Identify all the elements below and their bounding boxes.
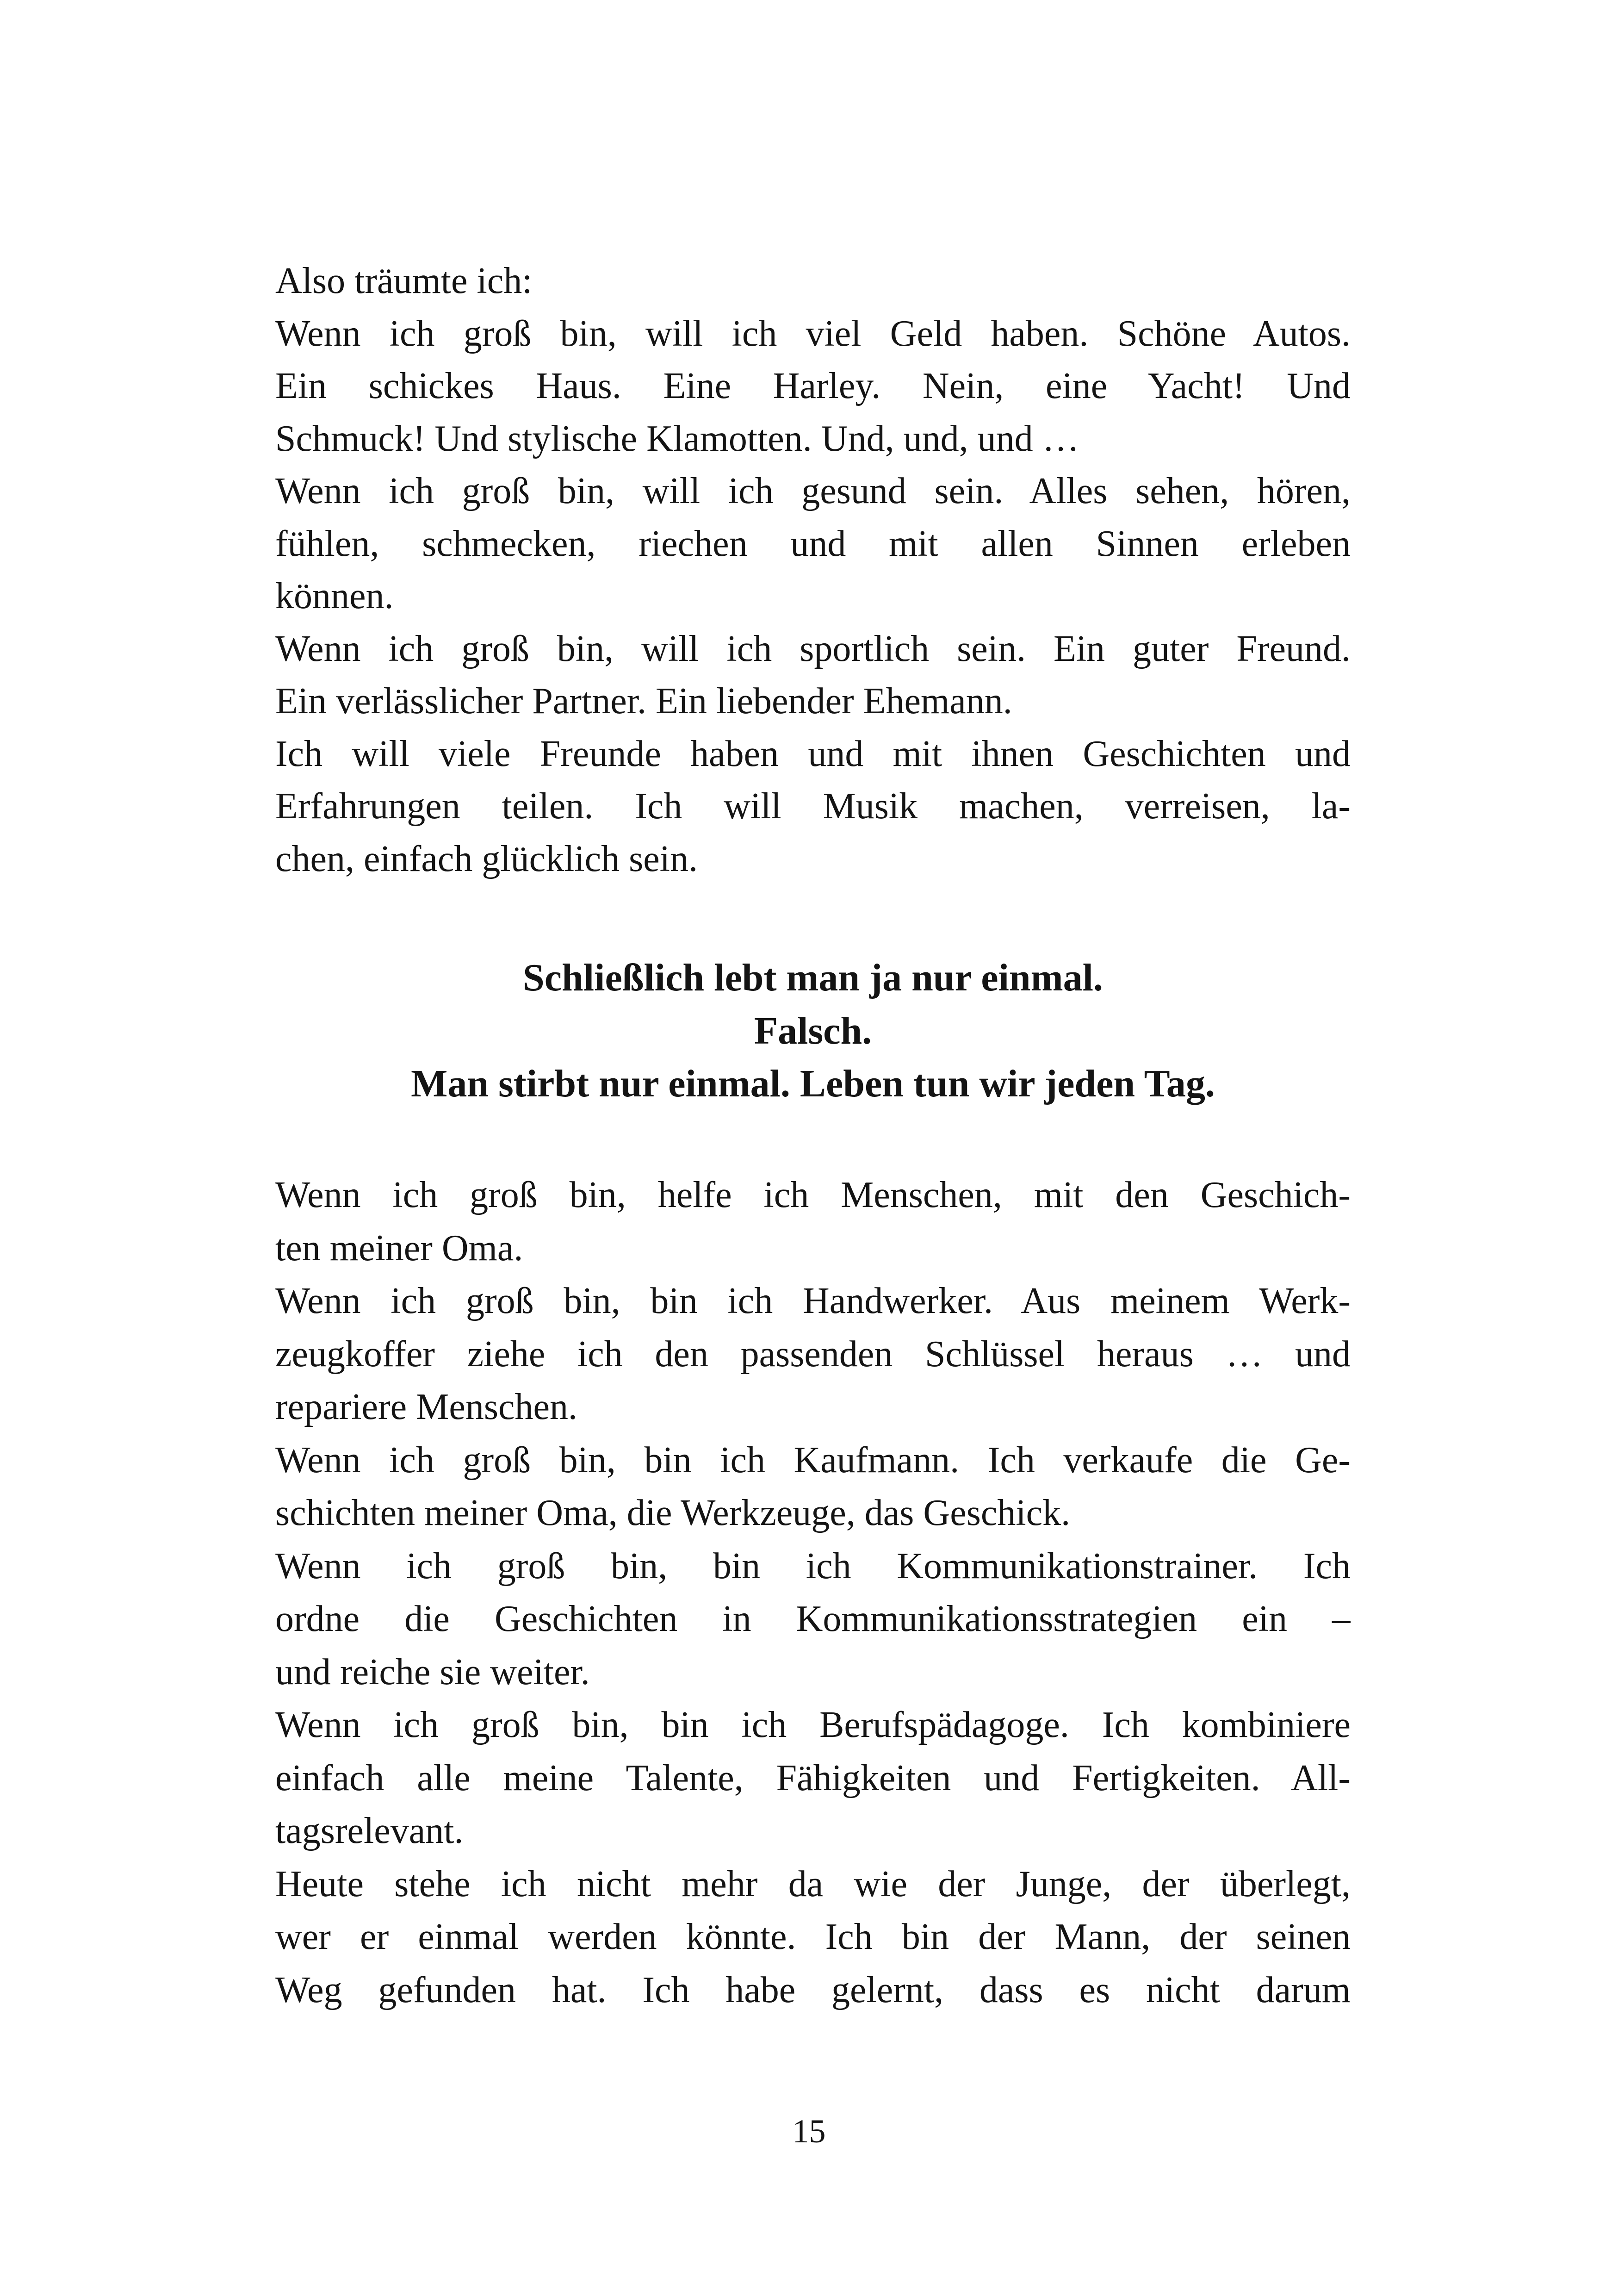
paragraph-line: können. (275, 576, 394, 616)
paragraph-line: Ich will viele Freunde haben und mit ihnen Geschichten und (275, 734, 1351, 774)
paragraph-line: Schmuck! Und stylische Klamotten. Und, und, und … (275, 418, 1079, 459)
paragraph-line: repariere Menschen. (275, 1387, 577, 1427)
paragraph-line: tagsrelevant. (275, 1811, 464, 1851)
paragraph-line: ten meiner Oma. (275, 1228, 523, 1269)
paragraph-line: Wenn ich groß bin, bin ich Kaufmann. Ich verkaufe die Ge- (275, 1440, 1351, 1481)
paragraph-line: Weg gefunden hat. Ich habe gelernt, dass es nicht darum (275, 1970, 1351, 2010)
paragraph-line: schichten meiner Oma, die Werkzeuge, das Geschick. (275, 1493, 1071, 1533)
emphasis-line: Schließlich lebt man ja nur einmal. (523, 956, 1103, 999)
paragraph-line: ordne die Geschichten in Kommunikationsstrategien ein – (275, 1599, 1351, 1639)
emphasis-line: Man stirbt nur einmal. Leben tun wir jeden Tag. (411, 1062, 1215, 1105)
paragraph-line: Erfahrungen teilen. Ich will Musik machen, verreisen, la- (275, 786, 1351, 827)
paragraph-line: chen, einfach glücklich sein. (275, 839, 698, 879)
paragraph-line: Wenn ich groß bin, helfe ich Menschen, mit den Geschich- (275, 1175, 1351, 1215)
paragraph-line: Also träumte ich: (275, 261, 533, 301)
paragraph-line: einfach alle meine Talente, Fähigkeiten und Fertigkeiten. All- (275, 1758, 1351, 1798)
paragraph-line: wer er einmal werden könnte. Ich bin der Mann, der seinen (275, 1916, 1351, 1957)
paragraph-line: Wenn ich groß bin, bin ich Handwerker. Aus meinem Werk- (275, 1281, 1351, 1321)
paragraph-line: Wenn ich groß bin, will ich gesund sein. Alles sehen, hören, (275, 471, 1351, 511)
paragraph-line: Wenn ich groß bin, bin ich Berufspädagoge. Ich kombiniere (275, 1705, 1351, 1745)
paragraph-line: Wenn ich groß bin, will ich viel Geld haben. Schöne Autos. (275, 313, 1351, 354)
paragraph-line: Ein schickes Haus. Eine Harley. Nein, eine Yacht! Und (275, 366, 1351, 406)
emphasis-line: Falsch. (754, 1009, 872, 1052)
paragraph-line: und reiche sie weiter. (275, 1652, 590, 1692)
paragraph-line: Heute stehe ich nicht mehr da wie der Junge, der überlegt, (275, 1864, 1351, 1904)
page-number: 15 (792, 2113, 826, 2150)
paragraph-line: fühlen, schmecken, riechen und mit allen Sinnen erleben (275, 523, 1351, 564)
paragraph-line: Wenn ich groß bin, bin ich Kommunikationstrainer. Ich (275, 1546, 1351, 1587)
paragraph-line: zeugkoffer ziehe ich den passenden Schlüssel heraus … und (275, 1334, 1351, 1375)
paragraph-line: Ein verlässlicher Partner. Ein liebender Ehemann. (275, 681, 1012, 722)
paragraph-line: Wenn ich groß bin, will ich sportlich sein. Ein guter Freund. (275, 628, 1351, 669)
